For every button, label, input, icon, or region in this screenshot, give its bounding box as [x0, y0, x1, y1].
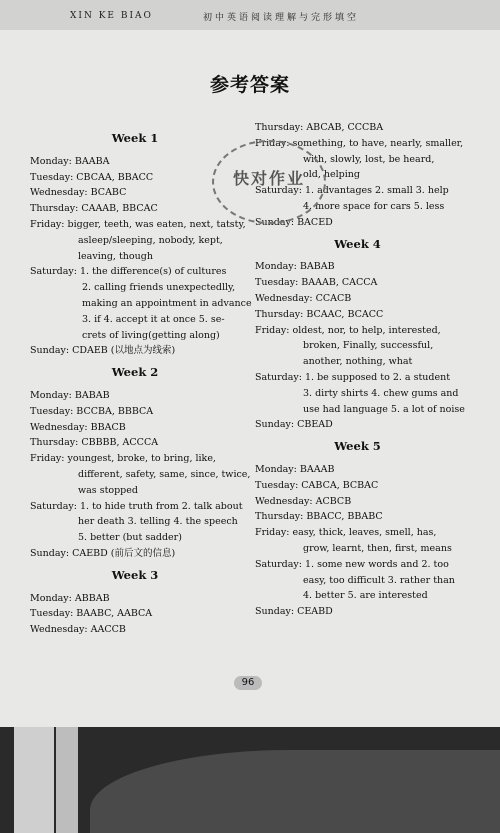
- answer-line: Tuesday: CABCA, BCBAC: [255, 479, 379, 491]
- week-heading: Week 5: [334, 439, 381, 454]
- answer-line: Saturday: 1. be supposed to 2. a student: [255, 371, 451, 383]
- week-heading: Week 3: [111, 567, 159, 582]
- answer-line: Saturday: 1. advantages 2. small 3. help: [255, 185, 449, 197]
- answer-line: Sunday: CAEBD (前后文的信息): [30, 547, 176, 559]
- paper-edge: [14, 727, 54, 833]
- answer-line: Sunday: CBEAD: [255, 419, 333, 431]
- header-book-title: 初中英语阅读理解与完形填空: [203, 13, 360, 23]
- answer-line: making an appointment in advance: [82, 297, 252, 309]
- answer-line: leaving, though: [78, 250, 153, 262]
- answer-line: use had language 5. a lot of noise: [303, 403, 465, 415]
- week-heading: Week 4: [334, 236, 381, 251]
- watermark-text: 快对作业: [232, 169, 305, 188]
- answer-line: Saturday: 1. the difference(s) of cultures: [30, 266, 227, 278]
- answer-line: old, helping: [303, 169, 360, 181]
- answer-line: Thursday: ABCAB, CCCBA: [255, 122, 384, 133]
- answer-line: 5. better (but sadder): [78, 532, 182, 544]
- page-title: 参考答案: [209, 74, 290, 96]
- answer-line: Sunday: CEABD: [255, 606, 333, 618]
- answer-line: Monday: BABAB: [255, 261, 335, 273]
- answer-line: Friday: youngest, broke, to bring, like,: [30, 453, 216, 465]
- answer-line: Monday: BAABA: [30, 155, 110, 167]
- answer-line: Thursday: BBACC, BBABC: [255, 511, 383, 523]
- answer-line: Thursday: CAAAB, BBCAC: [30, 203, 158, 215]
- answer-line: her death 3. telling 4. the speech: [78, 516, 238, 528]
- answer-line: Wednesday: ACBCB: [255, 495, 352, 507]
- week-heading: Week 1: [111, 131, 159, 145]
- answer-line: broken, Finally, successful,: [303, 340, 434, 352]
- answer-line: was stopped: [78, 484, 138, 496]
- answer-line: Monday: BABAB: [30, 389, 110, 401]
- answer-line: 4. better 5. are interested: [303, 590, 428, 602]
- header-series: XIN KE BIAO: [70, 11, 153, 21]
- answer-line: Saturday: 1. some new words and 2. too: [255, 558, 449, 570]
- answer-line: crets of living(getting along): [82, 329, 220, 341]
- answer-line: 4. more space for cars 5. less: [303, 200, 445, 212]
- answer-line: Wednesday: BBACB: [30, 421, 126, 433]
- answers-left-column: [30, 125, 252, 638]
- answer-line: Tuesday: BCCBA, BBBCA: [30, 405, 154, 417]
- answer-line: Friday: oldest, nor, to help, interested,: [255, 324, 441, 336]
- watermark-stamp: [212, 140, 326, 224]
- answer-line: Tuesday: BAAAB, CACCA: [255, 277, 378, 289]
- answer-line: easy, too difficult 3. rather than: [303, 574, 455, 586]
- paper-edge-2: [56, 727, 78, 833]
- answer-line: different, safety, same, since, twice,: [78, 468, 251, 480]
- answer-line: grow, learnt, then, first, means: [303, 542, 452, 554]
- answer-line: Sunday: BACED: [255, 216, 333, 228]
- answer-line: 3. dirty shirts 4. chew gums and: [303, 387, 459, 399]
- answer-line: Tuesday: BAABC, AABCA: [30, 608, 153, 620]
- week-heading: Week 2: [111, 365, 159, 380]
- answer-line: Sunday: CDAEB (以地点为线索): [30, 345, 176, 357]
- answer-line: Monday: BAAAB: [255, 463, 335, 475]
- answer-line: Wednesday: AACCB: [30, 624, 126, 636]
- page-number: 96: [234, 676, 262, 690]
- answer-line: Thursday: CBBBB, ACCCA: [30, 437, 159, 449]
- answer-line: 3. if 4. accept it at once 5. se-: [82, 313, 225, 325]
- answer-line: Friday: something, to have, nearly, smaller,: [255, 137, 464, 149]
- answer-line: asleep/sleeping, nobody, kept,: [78, 234, 223, 246]
- answer-line: Friday: bigger, teeth, was eaten, next, tatsty,: [30, 218, 246, 230]
- answer-line: Monday: ABBAB: [30, 592, 110, 604]
- answer-line: with, slowly, lost, be heard,: [303, 153, 435, 165]
- answer-line: Wednesday: CCACB: [255, 292, 352, 304]
- answer-line: Thursday: BCAAC, BCACC: [255, 308, 384, 320]
- answer-line: Wednesday: BCABC: [30, 187, 127, 199]
- answer-line: 2. calling friends unexpectedlly,: [82, 282, 236, 294]
- answer-line: another, nothing, what: [303, 356, 413, 368]
- answer-line: Saturday: 1. to hide truth from 2. talk about: [30, 500, 243, 512]
- answer-line: Tuesday: CBCAA, BBACC: [30, 171, 154, 183]
- answer-line: Friday: easy, thick, leaves, smell, has,: [255, 527, 437, 539]
